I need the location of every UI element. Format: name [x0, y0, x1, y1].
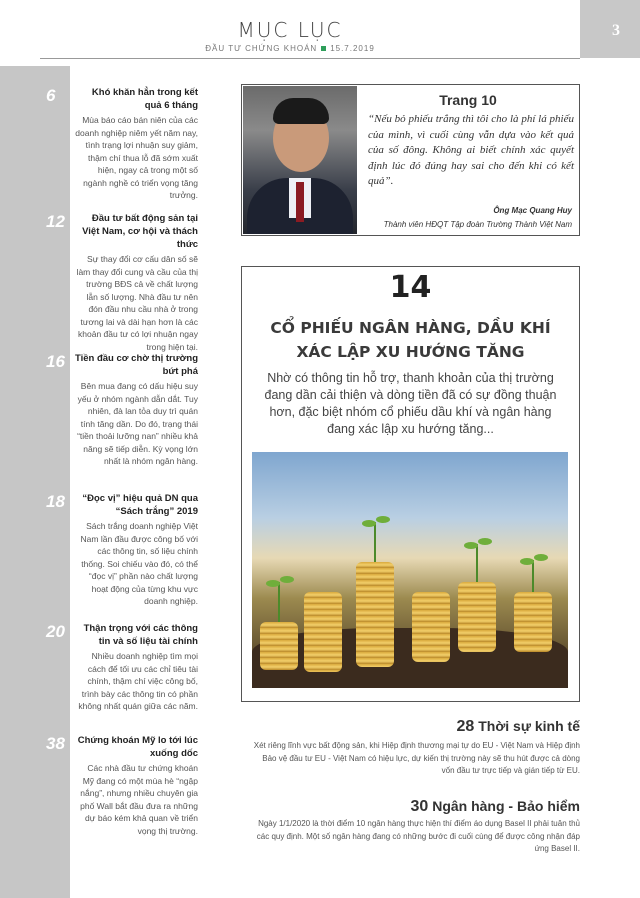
entry-page-number: 38 — [46, 734, 65, 753]
toc-entry[interactable] — [38, 492, 198, 608]
section-heading[interactable] — [250, 798, 580, 816]
entry-title: Đầu tư bất động sản tại Việt Nam, cơ hội và thách thức — [82, 213, 198, 250]
quote-page-label[interactable]: Trang 10 — [439, 92, 497, 108]
section-summary: Xét riêng lĩnh vực bất động sản, khi Hiệp định thương mại tự do EU - Việt Nam và Hiệp định Bảo vệ đầu tư EU - Việt Nam có hiệu lực, dự kiến thị trường này sẽ thu hút được cả dòng vốn đầu tư trực tiếp và gián tiếp từ EU. — [253, 741, 580, 775]
entry-page-number: 16 — [46, 352, 65, 371]
section-name: Thời sự kinh tế — [478, 718, 580, 734]
section-page-number: 28 — [456, 718, 475, 735]
section-title: MỤC LỤC — [237, 18, 343, 42]
entry-summary: Bên mua đang có dấu hiệu suy yếu ở nhóm ngành dẫn dắt. Tuy nhiên, đà lan tỏa duy trì quán tính tăng dần. Do đó, trạng thái “tiền thoải lưỡng nan” nhiều khả năng sẽ tiếp diễn. Kỳ vọng lớn nhất là nhóm ngân hàng. — [77, 381, 198, 466]
toc-entry[interactable] — [38, 352, 198, 468]
header-divider — [40, 58, 580, 59]
quote-person: Ông Mạc Quang Huy — [493, 206, 572, 215]
toc-entry[interactable] — [38, 86, 198, 202]
entry-page-number: 20 — [46, 622, 65, 641]
entry-summary: Sự thay đổi cơ cấu dân số sẽ làm thay đổi cung và cầu của thị trường BĐS cả về chất lượng lẫn số lượng. Nhà đầu tư nên đón đầu nhu cầu nhà ở trong tương lai và dài hạn hơn là các khoản đầu tư có lợi nhuận ngay trong hiện tại. — [76, 254, 198, 352]
section-page-number: 30 — [410, 798, 429, 815]
entry-title: “Đọc vị” hiệu quả DN qua “Sách trắng” 2019 — [82, 493, 198, 517]
square-icon — [321, 46, 326, 51]
quote-text: “Nếu bỏ phiếu trắng thì tôi cho là phí lá phiếu của mình, vì cuối cùng vẫn dựa vào kết quả của số đông. Không ai biết chính xác quyết định lúc đó đúng hay sai cho đến khi có kết quả”. — [368, 113, 574, 187]
entry-summary: Sách trắng doanh nghiệp Việt Nam lần đầu được công bố với các thông tin, số liệu chính thống. Soi chiếu vào đó, có thể “đọc vị” phần nào chất lượng hoạt động của từng khu vực doanh nghiệp. — [80, 521, 198, 606]
title-line: XÁC LẬP XU HƯỚNG TĂNG — [296, 343, 525, 361]
page-tab — [580, 0, 640, 58]
cover-story-title[interactable] — [241, 316, 580, 364]
section-heading[interactable] — [250, 718, 580, 736]
entry-summary: Mùa báo cáo bán niên của các doanh nghiệp niêm yết năm nay, tình trạng lợi nhuận suy giảm, thậm chí thua lỗ đã sớm xuất hiện, ngay cả trong một số ngành nghề có triển vọng tăng trưởng. — [75, 115, 198, 200]
entry-title: Thận trọng với các thông tin và số liệu tài chính — [83, 623, 198, 647]
cover-story-summary: Nhờ có thông tin hỗ trợ, thanh khoản của thị trường đang dần cải thiện và dòng tiền đã có sự đồng thuận hơn, đặc biệt nhóm cổ phiếu dầu khí và ngân hàng đang xác lập xu hướng tăng... — [264, 371, 557, 436]
toc-entry[interactable] — [38, 734, 198, 837]
cover-story-page-number[interactable]: 14 — [389, 270, 432, 305]
publication-line — [0, 44, 580, 53]
coins-sprouts-photo — [252, 452, 568, 688]
page-number: 3 — [612, 22, 620, 39]
entry-page-number: 6 — [46, 86, 56, 105]
quote-role: Thành viên HĐQT Tập đoàn Trường Thành Việt Nam — [383, 220, 572, 229]
issue-date: 15.7.2019 — [330, 44, 375, 53]
toc-entry[interactable] — [38, 622, 198, 713]
entry-summary: Nhiều doanh nghiệp tìm mọi cách để tối ưu các chỉ tiêu tài chính, thậm chí việc công bố, trình bày các thông tin có phần không nhất quán giữa các năm. — [78, 651, 198, 711]
portrait-photo — [243, 86, 357, 234]
entry-summary: Các nhà đầu tư chứng khoán Mỹ đang có một mùa hè “ngập nắng”, nhưng nhiều chuyên gia phố Wall bắt đầu đưa ra những dự báo kém khả quan về triển vọng thị trường. — [80, 763, 198, 836]
entry-page-number: 12 — [46, 212, 65, 231]
section-summary: Ngày 1/1/2020 là thời điểm 10 ngân hàng thực hiện thí điểm áo dụng Basel II phải tuân thủ các quy định. Một số ngân hàng đang có những bước đi cuối cùng để được công nhận đáp ứng Basel II. — [256, 819, 580, 853]
publication-name: ĐẦU TƯ CHỨNG KHOÁN — [205, 44, 318, 53]
section-name: Ngân hàng - Bảo hiểm — [432, 798, 580, 814]
title-line: CỔ PHIẾU NGÂN HÀNG, DẦU KHÍ — [270, 319, 551, 337]
entry-title: Khó khăn hẳn trong kết quả 6 tháng — [91, 87, 198, 111]
entry-title: Tiền đầu cơ chờ thị trường bứt phá — [74, 353, 198, 377]
entry-title: Chứng khoán Mỹ lo tới lúc xuống dốc — [77, 735, 198, 759]
toc-entry[interactable] — [38, 212, 198, 353]
entry-page-number: 18 — [46, 492, 65, 511]
